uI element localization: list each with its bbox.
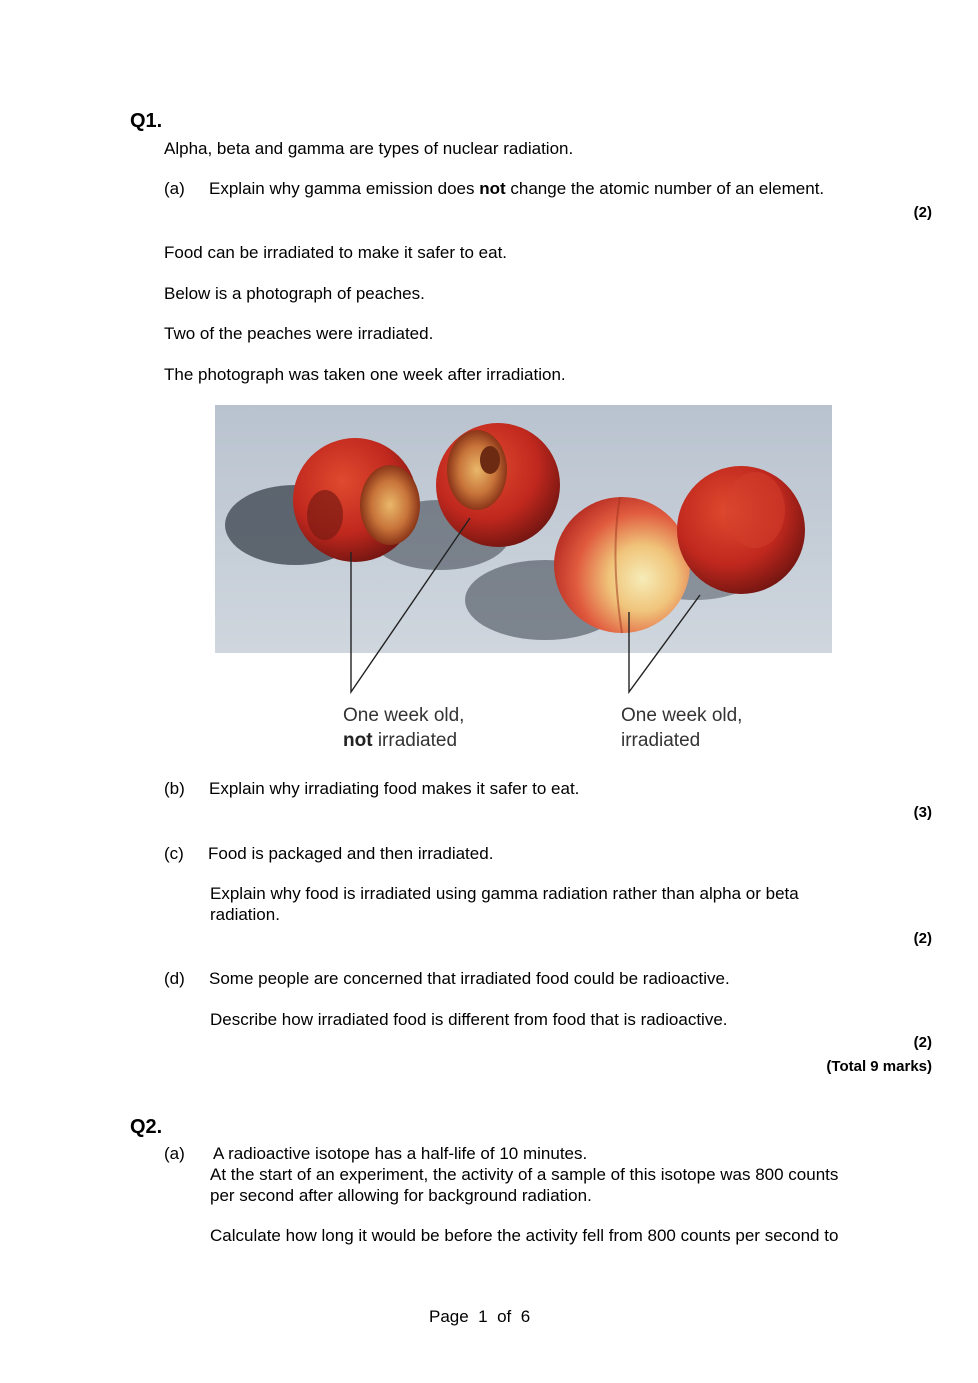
marks-label: (3)	[913, 804, 932, 821]
stem-line: Two of the peaches were irradiated.	[164, 324, 434, 343]
stem-line: Food can be irradiated to make it safer to eat.	[164, 243, 508, 262]
part-label: (a)	[164, 1144, 185, 1163]
label-emphasis: not	[343, 730, 373, 751]
of-word: of	[497, 1307, 512, 1326]
label-line: One week old,	[621, 705, 743, 726]
q2-line: per second after allowing for background radiation.	[210, 1186, 592, 1205]
part-label: (c)	[164, 844, 184, 863]
total-marks: (Total 9 marks)	[826, 1058, 932, 1075]
page-footer	[429, 1306, 530, 1327]
q2-line: Calculate how long it would be before the activity fell from 800 counts per second to	[210, 1226, 839, 1245]
label-irradiated	[621, 703, 742, 753]
part-a-text	[209, 178, 824, 199]
question-number: Q1.	[130, 110, 163, 132]
part-b-text: Explain why irradiating food makes it safer to eat.	[209, 779, 580, 798]
q2-line: At the start of an experiment, the activity of a sample of this isotope was 800 counts	[210, 1165, 839, 1184]
part-d-text: Some people are concerned that irradiated food could be radioactive.	[209, 969, 730, 988]
marks-label: (2)	[913, 204, 932, 221]
label-rest: irradiated	[372, 730, 458, 751]
part-label: (d)	[164, 969, 185, 988]
part-label: (b)	[164, 779, 185, 798]
part-d-sub: Describe how irradiated food is different from food that is radioactive.	[210, 1010, 728, 1029]
marks-label: (2)	[913, 1034, 932, 1051]
label-line: irradiated	[621, 730, 701, 751]
stem-line: The photograph was taken one week after irradiation.	[164, 365, 566, 384]
label-line	[343, 728, 464, 753]
page-total: 6	[520, 1307, 531, 1326]
part-a-emphasis: not	[479, 179, 506, 198]
label-not-irradiated	[343, 703, 464, 753]
part-label: (a)	[164, 179, 185, 198]
page-word: Page	[429, 1307, 469, 1326]
stem-line: Below is a photograph of peaches.	[164, 284, 425, 303]
part-c-sub-line: Explain why food is irradiated using gamma radiation rather than alpha or beta	[210, 884, 799, 903]
question-number: Q2.	[130, 1116, 163, 1138]
marks-label: (2)	[913, 930, 932, 947]
part-a-text-end: change the atomic number of an element.	[505, 179, 825, 198]
part-a-text-start: Explain why gamma emission does	[209, 179, 480, 198]
part-c-sub-line: radiation.	[210, 905, 280, 924]
q2-line: A radioactive isotope has a half-life of 10 minutes.	[213, 1144, 588, 1163]
part-c-text: Food is packaged and then irradiated.	[208, 844, 494, 863]
label-line: One week old,	[343, 705, 465, 726]
label-pointer-lines	[340, 500, 710, 695]
question-intro: Alpha, beta and gamma are types of nuclear radiation.	[164, 139, 574, 158]
page-number: 1	[478, 1307, 488, 1326]
